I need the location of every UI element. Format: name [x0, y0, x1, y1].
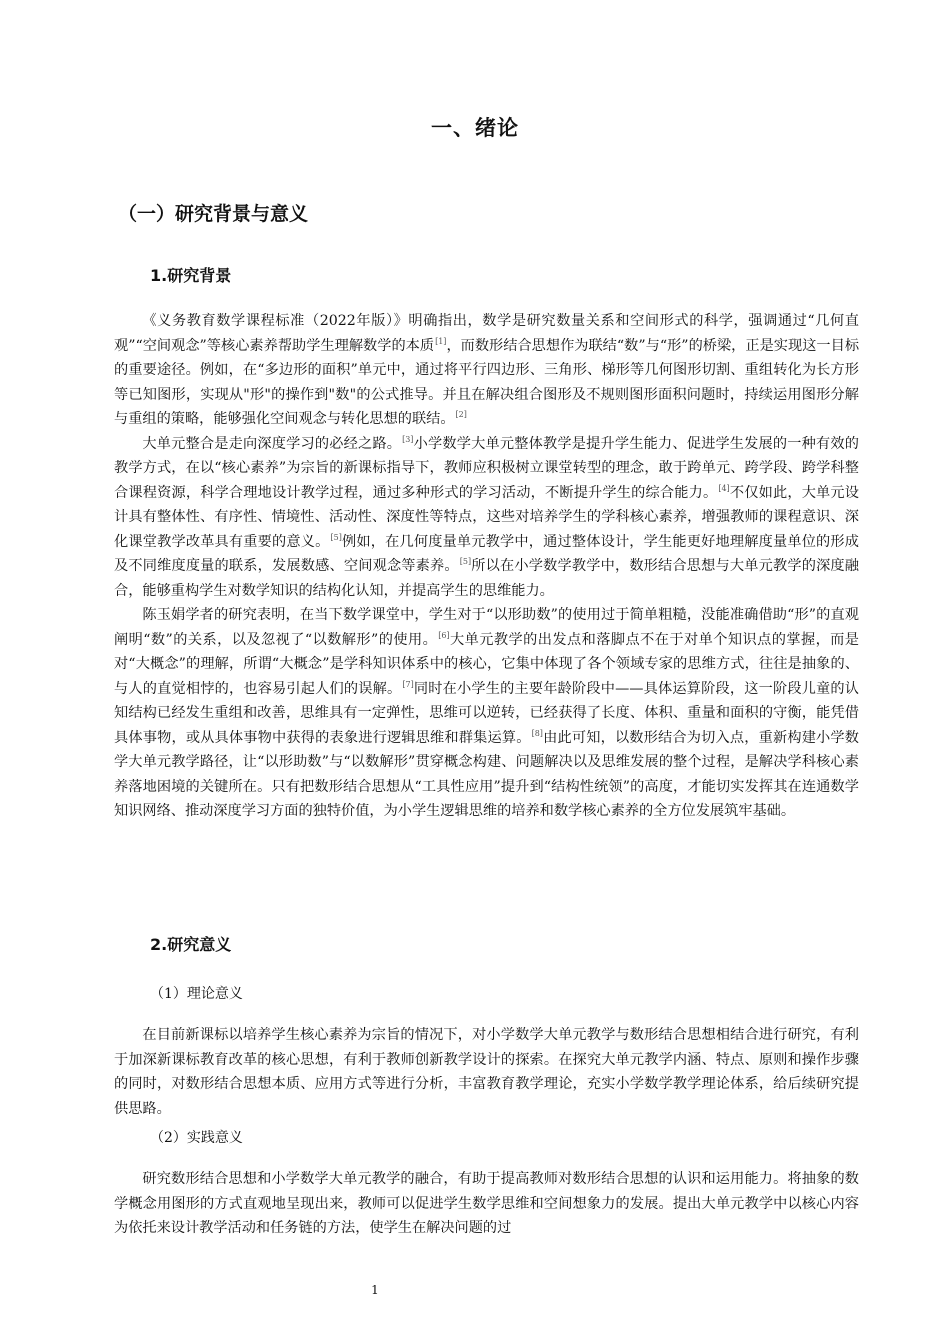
heading-theoretical-significance: （1）理论意义 — [150, 986, 243, 1002]
citation-ref: [6] — [438, 630, 450, 640]
text-run: 《义务教育数学课程标准（2022年版）》明确指出，数学是研究数量关系和空间形式的科学，强调通过“几何直观”“空间观念”等核心素养帮助学生理解数学的本质 — [114, 313, 859, 354]
background-text — [114, 309, 859, 824]
paragraph-curriculum-standard — [114, 309, 859, 432]
practical-text — [114, 1167, 859, 1241]
text-run: 大单元教学的出发点和落脚点不在于对单个知识点的掌握，而是对“大概念”的理解，所谓“大概念”是学科知识体系中的核心，它集中体现了各个领域专家的思维方式，往往是抽象的、与人的直觉相悖的，也容易引起人们的误解。 — [114, 631, 859, 697]
citation-ref: [1] — [435, 336, 447, 346]
subsection-title-background: 1.研究背景 — [150, 266, 232, 285]
heading-practical-significance: （2）实践意义 — [150, 1130, 243, 1146]
citation-ref: [5] — [330, 532, 342, 542]
citation-ref: [7] — [402, 679, 414, 689]
theoretical-text — [114, 1023, 859, 1121]
text-run: ，而数形结合思想作为联结“数”与“形”的桥梁，正是实现这一目标的重要途径。例如，在“多边形的面积”单元中，通过将平行四边形、三角形、梯形等几何图形切割、重组转化为长方形等已知图形，实现从"形"的操作到"数"的公式推导。并且在解决组合图形及不规则图形面积问题时，持续运用图形分解与重组的策略，能够强化空间观念与转化思想的联结。 — [114, 337, 860, 427]
citation-ref: [4] — [718, 483, 730, 493]
chapter-title: 一、绪论 — [431, 116, 519, 140]
paragraph-practical-significance: 研究数形结合思想和小学数学大单元教学的融合，有助于提高教师对数形结合思想的认识和运用能力。将抽象的数学概念用图形的方式直观地呈现出来，教师可以促进学生数学思维和空间想象力的发展。提出大单元教学中以核心内容为依托来设计教学活动和任务链的方法，使学生在解决问题的过 — [114, 1171, 859, 1236]
text-run: 例如，在几何度量单元教学中，通过整体设计，学生能更好地理解度量单位的形成及不同维度度量的联系，发展数感、空间观念等素养。 — [114, 533, 859, 574]
citation-ref: [3] — [402, 434, 414, 444]
citation-ref: [8] — [531, 728, 543, 738]
paragraph-large-unit — [114, 432, 859, 604]
text-run: 大单元整合是走向深度学习的必经之路。 — [142, 435, 402, 452]
text-run: 由此可知，以数形结合为切入点，重新构建小学数学大单元教学路径，让“以形助数”与“以数解形”贯穿概念构建、问题解决以及思维发展的整个过程，是解决学科核心素养落地困境的关键所在。只有把数形结合思想从“工具性应用”提升到“结构性统领”的高度，才能切实发挥其在连通数学知识网络、推动深度学习方面的独特价值，为小学生逻辑思维的培养和数学核心素养的全方位发展筑牢基础。 — [114, 729, 859, 819]
citation-ref: [5] — [459, 557, 472, 566]
text-run: 不仅如此，大单元设计具有整体性、有序性、情境性、活动性、深度性等特点，这些对培养学生的学科核心素养，增强教师的课程意识、深化课堂教学改革具有重要的意义。 — [114, 484, 859, 550]
text-run: 小学数学大单元整体教学是提升学生能力、促进学生发展的一种有效的教学方式，在以“核心素养”为宗旨的新课标指导下，教师应积极树立课堂转型的理念，敢于跨单元、跨学段、跨学科整合课程资源，科学合理地设计教学过程，通过多种形式的学习活动，不断提升学生的综合能力。 — [114, 435, 859, 501]
citation-ref: [2] — [455, 410, 467, 419]
text-run: 陈玉娟学者的研究表明，在当下数学课堂中，学生对于“以形助数”的使用过于简单粗糙，没能准确借助“形”的直观阐明“数”的关系，以及忽视了“以数解形”的使用。 — [114, 607, 859, 648]
section-title: （一）研究背景与意义 — [118, 203, 309, 225]
subsection-title-significance: 2.研究意义 — [150, 935, 232, 954]
paragraph-research-findings — [114, 603, 859, 824]
text-run: 同时在小学生的主要年龄阶段中——具体运算阶段，这一阶段儿童的认知结构已经发生重组和改善，思维具有一定弹性，思维可以逆转，已经获得了长度、体积、重量和面积的守衡，能凭借具体事物，或从具体事物中获得的表象进行逻辑思维和群集运算。 — [114, 680, 859, 746]
page-number: 1 — [371, 1283, 379, 1297]
paragraph-theoretical-significance: 在目前新课标以培养学生核心素养为宗旨的情况下，对小学数学大单元教学与数形结合思想相结合进行研究，有利于加深新课标教育改革的核心思想，有利于教师创新教学设计的探索。在探究大单元教学内涵、特点、原则和操作步骤的同时，对数形结合思想本质、应用方式等进行分析，丰富教育教学理论，充实小学数学教学理论体系，给后续研究提供思路。 — [114, 1027, 859, 1117]
text-run: 所以在小学数学教学中，数形结合思想与大单元教学的深度融合，能够重构学生对数学知识的结构化认知，并提高学生的思维能力。 — [114, 558, 859, 599]
